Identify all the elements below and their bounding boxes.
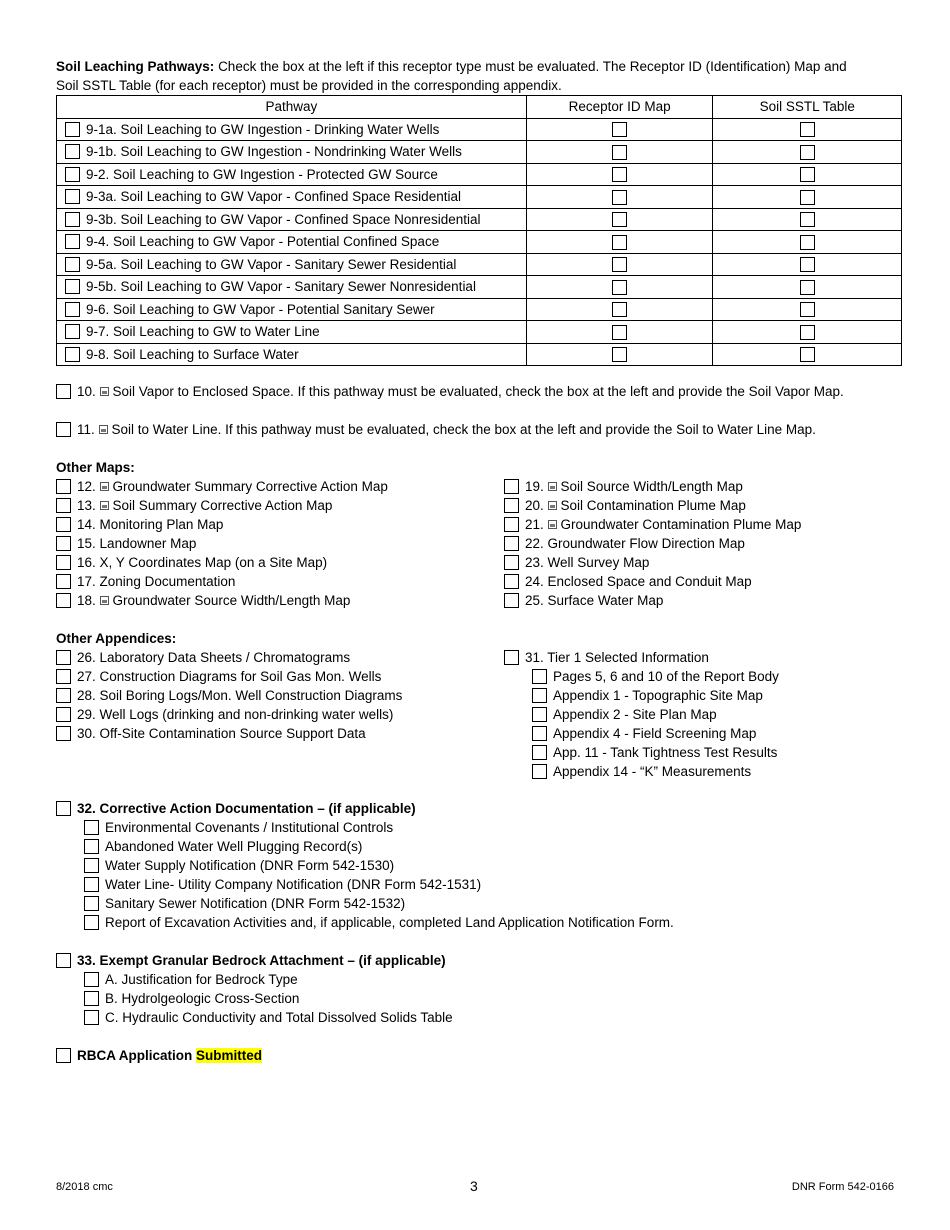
map-checkbox[interactable] — [504, 536, 519, 551]
pathway-label: 9-6. Soil Leaching to GW Vapor - Potential Sanitary Sewer — [86, 301, 435, 317]
receptor-id-map-checkbox[interactable] — [612, 280, 627, 295]
pathway-checkbox[interactable] — [65, 302, 80, 317]
soil-sstl-table-checkbox[interactable] — [800, 347, 815, 362]
map-checkbox[interactable] — [56, 593, 71, 608]
receptor-id-map-checkbox[interactable] — [612, 347, 627, 362]
item-33-sub-label: C. Hydraulic Conductivity and Total Dissolved Solids Table — [105, 1010, 453, 1025]
soil-sstl-table-checkbox[interactable] — [800, 122, 815, 137]
item-32-sub-checkbox[interactable] — [84, 896, 99, 911]
item-32-sub-checkbox[interactable] — [84, 915, 99, 930]
pathway-label: 9-2. Soil Leaching to GW Ingestion - Protected GW Source — [86, 166, 438, 182]
map-label: Groundwater Contamination Plume Map — [560, 517, 802, 532]
appendix-label: 30. Off-Site Contamination Source Support Data — [77, 726, 366, 741]
map-checkbox[interactable] — [56, 498, 71, 513]
item-11-number: 11. — [77, 422, 95, 437]
pathway-checkbox[interactable] — [65, 324, 80, 339]
item-33-sub-label: B. Hydrolgeologic Cross-Section — [105, 991, 300, 1006]
table-row — [57, 298, 902, 321]
receptor-id-map-checkbox[interactable] — [612, 212, 627, 227]
item-32-checkbox[interactable] — [56, 801, 71, 816]
map-label: Groundwater Flow Direction Map — [547, 536, 745, 551]
item-32-sub-checkbox[interactable] — [84, 839, 99, 854]
item-33-sub-label: A. Justification for Bedrock Type — [105, 972, 298, 987]
tier1-sub-checkbox[interactable] — [532, 707, 547, 722]
map-number: 21. — [525, 517, 544, 532]
form-number: DNR Form 542-0166 — [791, 1181, 894, 1193]
tier1-checkbox[interactable] — [504, 650, 519, 665]
map-label: Zoning Documentation — [99, 574, 236, 589]
soil-sstl-table-checkbox[interactable] — [800, 302, 815, 317]
tier1-sub-label: Appendix 4 - Field Screening Map — [553, 726, 757, 741]
page-number: 3 — [470, 1178, 478, 1194]
map-number: 23. — [525, 555, 544, 570]
tier1-sub-label: Appendix 14 - “K” Measurements — [553, 764, 752, 779]
map-checkbox[interactable] — [504, 574, 519, 589]
map-label: Groundwater Source Width/Length Map — [112, 593, 351, 608]
item-32-sub-label: Sanitary Sewer Notification (DNR Form 542-1532) — [105, 896, 406, 911]
pathway-checkbox[interactable] — [65, 234, 80, 249]
pathway-label: 9-3a. Soil Leaching to GW Vapor - Confined Space Residential — [86, 189, 461, 205]
item-33-sub-checkbox[interactable] — [84, 972, 99, 987]
map-number: 17. — [77, 574, 96, 589]
soil-sstl-table-checkbox[interactable] — [800, 235, 815, 250]
rbca-label: RBCA Application — [77, 1048, 193, 1063]
pathway-label: 9-7. Soil Leaching to GW to Water Line — [86, 324, 320, 340]
table-row — [57, 208, 902, 231]
save-disk-icon — [548, 482, 557, 491]
item-32-sub-checkbox[interactable] — [84, 877, 99, 892]
map-label: Monitoring Plan Map — [99, 517, 224, 532]
map-number: 15. — [77, 536, 96, 551]
tier1-sub-checkbox[interactable] — [532, 669, 547, 684]
appendix-checkbox[interactable] — [56, 726, 71, 741]
item-33-title: 33. Exempt Granular Bedrock Attachment – (if applicable) — [77, 953, 446, 968]
item-32-sub-label: Report of Excavation Activities and, if applicable, completed Land Application Notification Form. — [105, 915, 674, 930]
item-32-sub-label: Water Supply Notification (DNR Form 542-1530) — [105, 858, 395, 873]
item-11-text: Soil to Water Line. If this pathway must be evaluated, check the box at the left and provide the Soil to Water Line Map. — [111, 422, 816, 437]
header-receptor-id-map: Receptor ID Map — [526, 96, 713, 119]
map-checkbox[interactable] — [504, 593, 519, 608]
pathway-checkbox[interactable] — [65, 279, 80, 294]
soil-sstl-table-checkbox[interactable] — [800, 145, 815, 160]
tier1-sub-label: Appendix 1 - Topographic Site Map — [553, 688, 763, 703]
table-row — [57, 163, 902, 186]
save-disk-icon — [100, 482, 109, 491]
table-row — [57, 321, 902, 344]
map-number: 22. — [525, 536, 544, 551]
other-maps-heading: Other Maps: — [56, 460, 135, 475]
item-33-sub-checkbox[interactable] — [84, 991, 99, 1006]
item-32-sub-checkbox[interactable] — [84, 820, 99, 835]
soil-sstl-table-checkbox[interactable] — [800, 280, 815, 295]
map-number: 13. — [77, 498, 96, 513]
table-row — [57, 231, 902, 254]
appendix-checkbox[interactable] — [56, 707, 71, 722]
map-number: 25. — [525, 593, 544, 608]
item-32-sub-label: Water Line- Utility Company Notification (DNR Form 542-1531) — [105, 877, 482, 892]
map-number: 16. — [77, 555, 96, 570]
map-label: Well Survey Map — [547, 555, 650, 570]
item-11-checkbox[interactable] — [56, 422, 71, 437]
save-disk-icon — [100, 596, 109, 605]
appendix-checkbox[interactable] — [56, 650, 71, 665]
item-10-text: Soil Vapor to Enclosed Space. If this pathway must be evaluated, check the box at the left and provide the Soil Vapor Map. — [112, 384, 844, 399]
table-row — [57, 343, 902, 366]
save-disk-icon — [100, 387, 109, 396]
header-pathway: Pathway — [57, 96, 527, 119]
appendix-checkbox[interactable] — [56, 669, 71, 684]
map-label: Soil Summary Corrective Action Map — [112, 498, 333, 513]
map-label: X, Y Coordinates Map (on a Site Map) — [99, 555, 328, 570]
map-checkbox[interactable] — [504, 555, 519, 570]
tier1-sub-checkbox[interactable] — [532, 688, 547, 703]
pathway-checkbox[interactable] — [65, 189, 80, 204]
pathway-checkbox[interactable] — [65, 144, 80, 159]
pathway-table — [56, 95, 902, 366]
receptor-id-map-checkbox[interactable] — [612, 145, 627, 160]
item-10-checkbox[interactable] — [56, 384, 71, 399]
pathway-label: 9-3b. Soil Leaching to GW Vapor - Confined Space Nonresidential — [86, 211, 481, 227]
pathway-label: 9-8. Soil Leaching to Surface Water — [86, 346, 299, 362]
pathway-checkbox[interactable] — [65, 257, 80, 272]
map-label: Enclosed Space and Conduit Map — [547, 574, 752, 589]
pathway-label: 9-1b. Soil Leaching to GW Ingestion - Nondrinking Water Wells — [86, 144, 462, 160]
map-checkbox[interactable] — [504, 517, 519, 532]
pathway-label: 9-1a. Soil Leaching to GW Ingestion - Drinking Water Wells — [86, 121, 440, 137]
intro-text — [56, 57, 916, 95]
table-row — [57, 253, 902, 276]
map-number: 12. — [77, 479, 96, 494]
pathway-checkbox[interactable] — [65, 167, 80, 182]
table-row — [57, 141, 902, 164]
table-row — [57, 186, 902, 209]
footer-date: 8/2018 cmc — [56, 1181, 113, 1193]
tier1-sub-label: Pages 5, 6 and 10 of the Report Body — [553, 669, 779, 684]
appendix-label: 29. Well Logs (drinking and non-drinking water wells) — [77, 707, 394, 722]
map-label: Landowner Map — [99, 536, 197, 551]
pathway-checkbox[interactable] — [65, 212, 80, 227]
header-soil-sstl-table: Soil SSTL Table — [713, 96, 902, 119]
receptor-id-map-checkbox[interactable] — [612, 302, 627, 317]
receptor-id-map-checkbox[interactable] — [612, 257, 627, 272]
rbca-submitted-checkbox[interactable] — [56, 1048, 71, 1063]
save-disk-icon — [548, 501, 557, 510]
soil-sstl-table-checkbox[interactable] — [800, 212, 815, 227]
map-number: 24. — [525, 574, 544, 589]
map-checkbox[interactable] — [56, 536, 71, 551]
receptor-id-map-checkbox[interactable] — [612, 190, 627, 205]
appendix-checkbox[interactable] — [56, 688, 71, 703]
item-32-sub-label: Abandoned Water Well Plugging Record(s) — [105, 839, 363, 854]
receptor-id-map-checkbox[interactable] — [612, 325, 627, 340]
pathway-label: 9-4. Soil Leaching to GW Vapor - Potential Confined Space — [86, 234, 440, 250]
map-label: Groundwater Summary Corrective Action Map — [112, 479, 388, 494]
map-label: Surface Water Map — [547, 593, 664, 608]
map-number: 19. — [525, 479, 544, 494]
table-row — [57, 276, 902, 299]
appendix-label: 27. Construction Diagrams for Soil Gas Mon. Wells — [77, 669, 382, 684]
save-disk-icon — [100, 501, 109, 510]
item-10-number: 10. — [77, 384, 96, 399]
receptor-id-map-checkbox[interactable] — [612, 167, 627, 182]
pathway-checkbox[interactable] — [65, 122, 80, 137]
soil-sstl-table-checkbox[interactable] — [800, 325, 815, 340]
receptor-id-map-checkbox[interactable] — [612, 122, 627, 137]
map-checkbox[interactable] — [56, 555, 71, 570]
pathway-label: 9-5b. Soil Leaching to GW Vapor - Sanitary Sewer Nonresidential — [86, 279, 476, 295]
tier1-sub-label: App. 11 - Tank Tightness Test Results — [553, 745, 778, 760]
item-32-sub-label: Environmental Covenants / Institutional Controls — [105, 820, 394, 835]
tier1-sub-checkbox[interactable] — [532, 726, 547, 741]
appendix-label: 28. Soil Boring Logs/Mon. Well Construction Diagrams — [77, 688, 403, 703]
tier1-sub-checkbox[interactable] — [532, 745, 547, 760]
soil-sstl-table-checkbox[interactable] — [800, 190, 815, 205]
soil-sstl-table-checkbox[interactable] — [800, 257, 815, 272]
other-appendices-heading: Other Appendices: — [56, 631, 177, 646]
intro-line1: Check the box at the left if this receptor type must be evaluated. The Receptor ID (Identification) Map and — [218, 59, 847, 74]
map-checkbox[interactable] — [56, 517, 71, 532]
pathway-label: 9-5a. Soil Leaching to GW Vapor - Sanitary Sewer Residential — [86, 256, 457, 272]
map-label: Soil Source Width/Length Map — [560, 479, 743, 494]
map-number: 14. — [77, 517, 96, 532]
item-32-sub-checkbox[interactable] — [84, 858, 99, 873]
map-checkbox[interactable] — [56, 574, 71, 589]
rbca-highlight: Submitted — [196, 1048, 263, 1063]
intro-heading: Soil Leaching Pathways: — [56, 59, 215, 74]
map-label: Soil Contamination Plume Map — [560, 498, 746, 513]
tier1-label: 31. Tier 1 Selected Information — [525, 650, 709, 665]
appendix-label: 26. Laboratory Data Sheets / Chromatograms — [77, 650, 351, 665]
item-33-checkbox[interactable] — [56, 953, 71, 968]
map-checkbox[interactable] — [56, 479, 71, 494]
item-32-title: 32. Corrective Action Documentation – (if applicable) — [77, 801, 416, 816]
intro-line2: Soil SSTL Table (for each receptor) must be provided in the corresponding appendix. — [56, 78, 562, 93]
tier1-sub-label: Appendix 2 - Site Plan Map — [553, 707, 717, 722]
item-33-sub-checkbox[interactable] — [84, 1010, 99, 1025]
map-number: 20. — [525, 498, 544, 513]
pathway-checkbox[interactable] — [65, 347, 80, 362]
soil-sstl-table-checkbox[interactable] — [800, 167, 815, 182]
table-row — [57, 118, 902, 141]
map-checkbox[interactable] — [504, 498, 519, 513]
tier1-sub-checkbox[interactable] — [532, 764, 547, 779]
save-disk-icon — [99, 425, 108, 434]
map-checkbox[interactable] — [504, 479, 519, 494]
save-disk-icon — [548, 520, 557, 529]
receptor-id-map-checkbox[interactable] — [612, 235, 627, 250]
map-number: 18. — [77, 593, 96, 608]
